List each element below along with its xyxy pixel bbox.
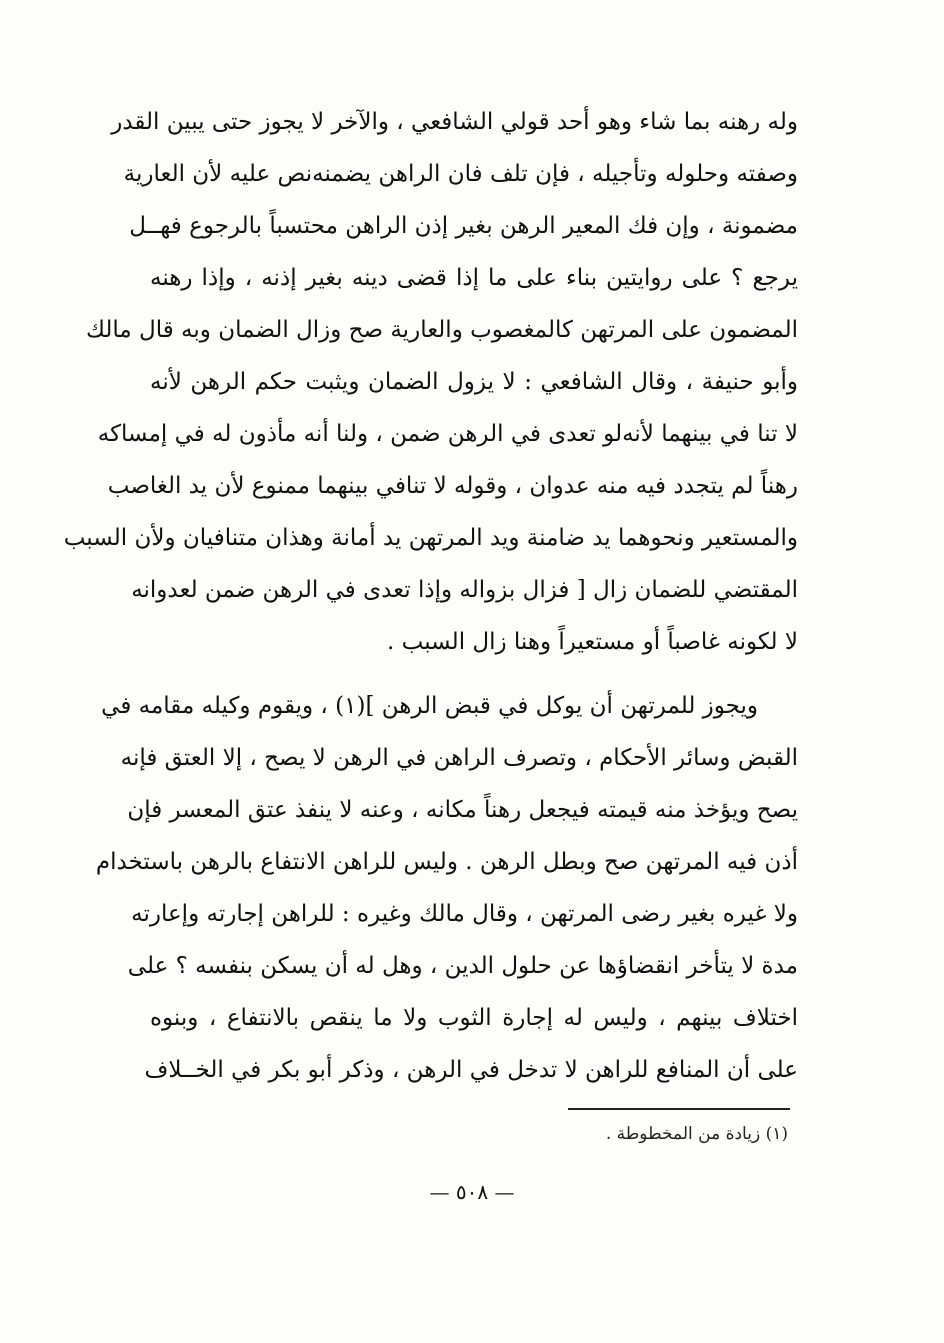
text-line: مضمونة ، وإن فك المعير الرهن بغير إذن الراهن محتسباً بالرجوع فهــل bbox=[129, 213, 798, 239]
text-line: لا تنا في بينهما لأنه‌لو تعدى في الرهن ضمن ، ولنا أنه مأذون له في إمساكه bbox=[97, 421, 798, 447]
text-line: رهناً لم يتجدد فيه منه عدوان ، وقوله لا تنافي بينهما ممنوع لأن يد الغاصب bbox=[107, 473, 798, 499]
text-line: وله رهنه بما شاء وهو أحد قولي الشافعي ، والآخر لا يجوز حتى يبين القدر bbox=[111, 109, 798, 135]
paragraph-1 bbox=[63, 102, 798, 662]
text-line: وأبو حنيفة ، وقال الشافعي : لا يزول الضمان ويثبت حكم الرهن لأنه bbox=[150, 369, 798, 395]
text-line: المقتضي للضمان زال [ فزال بزواله وإذا تعدى في الرهن ضمن لعدوانه bbox=[131, 577, 798, 603]
text-line: أذن فيه المرتهن صح وبطل الرهن . وليس للراهن الانتفاع بالرهن باستخدام bbox=[95, 849, 798, 875]
text-line: ولا غيره بغير رضى المرتهن ، وقال مالك وغيره : للراهن إجارته وإعارته bbox=[131, 901, 798, 927]
page-number: — ٥٠٨ — bbox=[429, 1180, 515, 1204]
footnote-divider bbox=[568, 1108, 790, 1110]
paragraph-2 bbox=[95, 686, 798, 1096]
text-line: القبض وسائر الأحكام ، وتصرف الراهن في الرهن لا يصح ، إلا العتق فإنه bbox=[120, 745, 798, 771]
footnote: (١) زيادة من المخطوطة . bbox=[605, 1124, 788, 1144]
text-line: اختلاف بينهم ، وليس له إجارة الثوب ولا ما ينقص بالانتفاع ، وبنوه bbox=[150, 1005, 798, 1031]
text-line: المضمون على المرتهن كالمغصوب والعارية صح وزال الضمان وبه قال مالك bbox=[85, 317, 798, 343]
text-line: يصح ويؤخذ منه قيمته فيجعل رهناً مكانه ، وعنه لا ينفذ عتق المعسر فإن bbox=[127, 797, 798, 823]
text-line: مدة لا يتأخر انقضاؤها عن حلول الدين ، وهل له أن يسكن بنفسه ؟ على bbox=[127, 953, 798, 979]
text-line: ويجوز للمرتهن أن يوكل في قبض الرهن ](١) ، ويقوم وكيله مقامه في bbox=[101, 693, 758, 719]
text-line: والمستعير ونحوهما يد ضامنة ويد المرتهن يد أمانة وهذان متنافيان ولأن السبب bbox=[63, 525, 798, 551]
text-line: يرجع ؟ على روايتين بناء على ما إذا قضى دينه بغير إذنه ، وإذا رهنه bbox=[150, 265, 798, 291]
text-line: لا لكونه غاصباً أو مستعيراً وهنا زال السبب . bbox=[387, 629, 798, 655]
text-line: وصفته وحلوله وتأجيله ، فإن تلف فان الراهن يضمنه‌نص عليه لأن العارية bbox=[123, 161, 798, 187]
text-line: على أن المنافع للراهن لا تدخل في الرهن ، وذكر أبو بكر في الخــلاف bbox=[144, 1057, 798, 1083]
